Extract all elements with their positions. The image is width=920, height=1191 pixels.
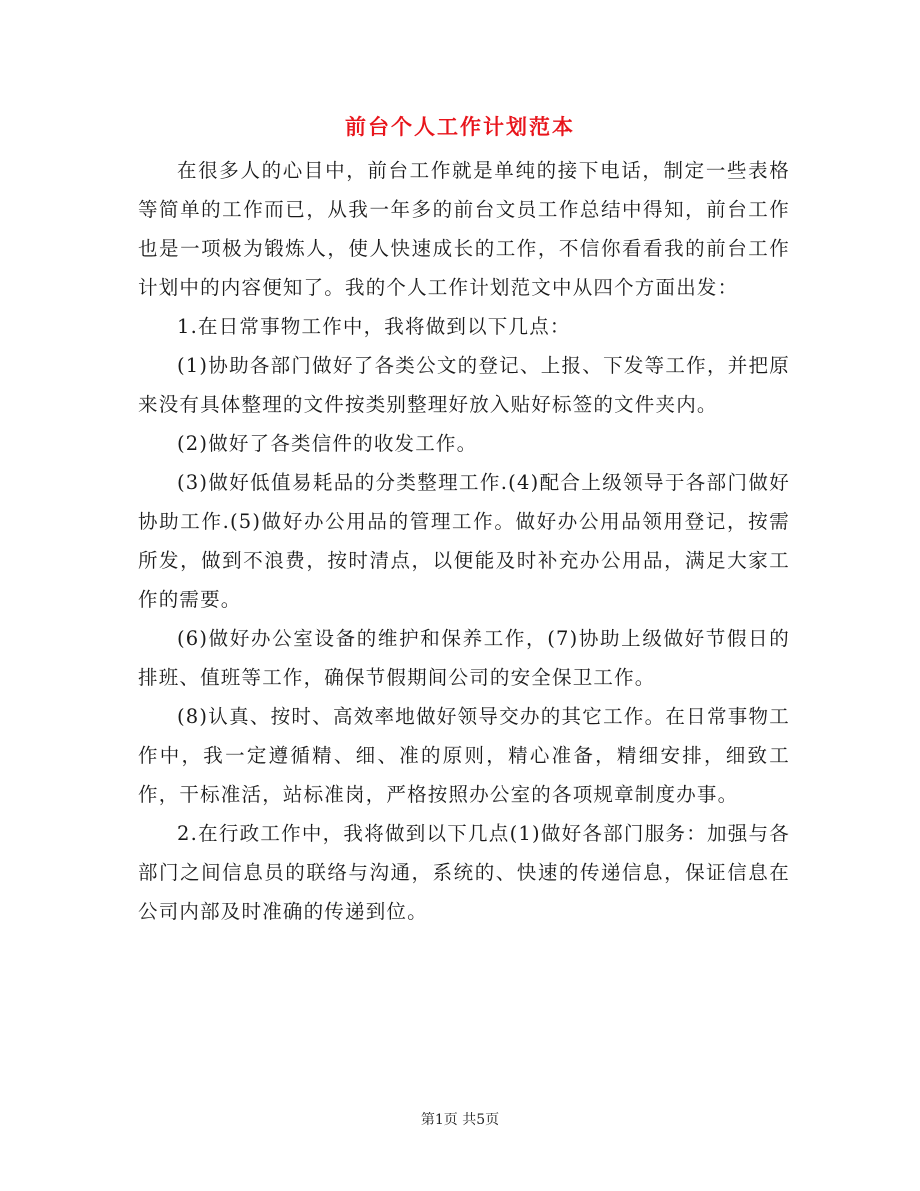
paragraph-intro: 在很多人的心目中，前台工作就是单纯的接下电话，制定一些表格等简单的工作而已，从我一年多的前台文员工作总结中得知，前台工作也是一项极为锻炼人，使人快速成长的工作，不信你看看我的前台工作计划中的内容便知了。我的个人工作计划范文中从四个方面出发：	[138, 159, 790, 299]
page-indicator: 第1页 共5页	[420, 1112, 500, 1128]
paragraph-item-1: (1)协助各部门做好了各类公文的登记、上报、下发等工作，并把原来没有具体整理的文件按类别整理好放入贴好标签的文件夹内。	[138, 354, 790, 416]
paragraph-items-6-7: (6)做好办公室设备的维护和保养工作，(7)协助上级做好节假日的排班、值班等工作，确保节假期间公司的安全保卫工作。	[138, 627, 790, 689]
paragraph-item-8: (8)认真、按时、高效率地做好领导交办的其它工作。在日常事物工作中，我一定遵循精、细、准的原则，精心准备，精细安排，细致工作，干标准活，站标准岗，严格按照办公室的各项规章制度办事。	[138, 705, 790, 806]
document-title: 前台个人工作计划范本	[345, 114, 575, 139]
paragraph-item-2: (2)做好了各类信件的收发工作。	[177, 432, 478, 455]
document-body	[138, 151, 790, 931]
paragraph-section-2: 2.在行政工作中，我将做到以下几点(1)做好各部门服务：加强与各部门之间信息员的联络与沟通，系统的、快速的传递信息，保证信息在公司内部及时准确的传递到位。	[138, 822, 790, 923]
paragraph-items-3-5: (3)做好低值易耗品的分类整理工作.(4)配合上级领导于各部门做好协助工作.(5)做好办公用品的管理工作。做好办公用品领用登记，按需所发，做到不浪费，按时清点，以便能及时补充办公用品，满足大家工作的需要。	[138, 471, 790, 611]
paragraph-section-1-heading: 1.在日常事物工作中，我将做到以下几点：	[177, 315, 571, 338]
